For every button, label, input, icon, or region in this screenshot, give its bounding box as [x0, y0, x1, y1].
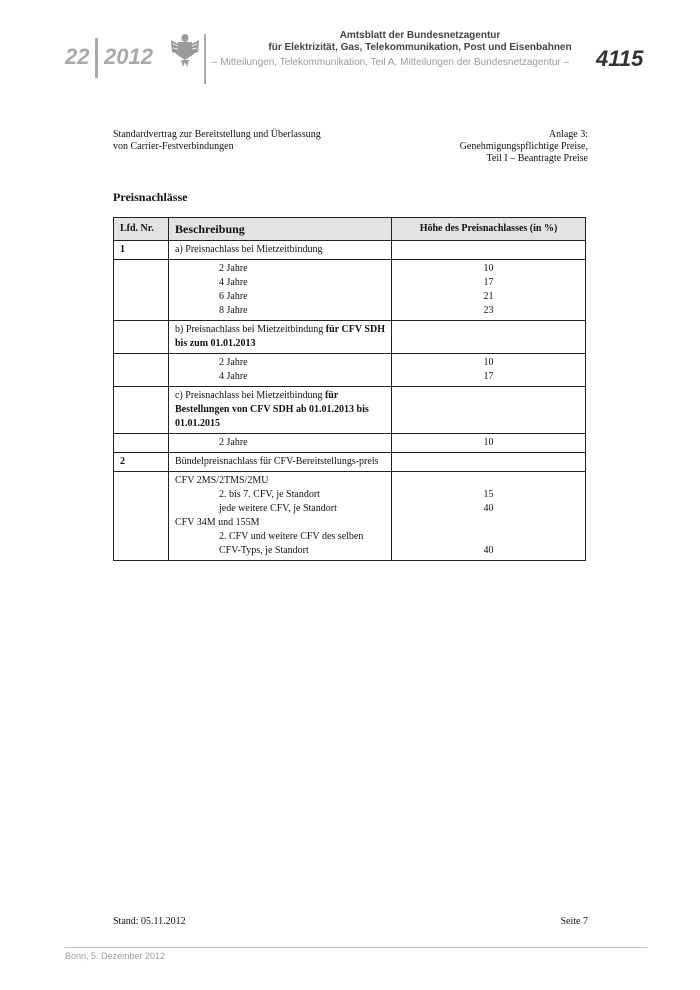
- annex-title: [380, 129, 588, 165]
- term: 2 Jahre: [219, 437, 248, 448]
- annex-page-number: Seite 7: [560, 916, 588, 927]
- federal-eagle-icon: [170, 32, 200, 68]
- issue-year: 2012: [104, 44, 153, 69]
- label-plain: b) Preisnachlass bei Mietzeitbindung: [175, 324, 326, 335]
- group-title: CFV 2MS/2TMS/2MU: [175, 475, 269, 486]
- term: jede weitere CFV, je Standort: [219, 503, 337, 514]
- header-nr: Lfd. Nr.: [114, 218, 169, 241]
- publication-title-line1: Amtsblatt der Bundesnetzagentur: [339, 30, 501, 41]
- value-list: [392, 260, 586, 321]
- term: 6 Jahre: [219, 291, 248, 302]
- table-row: [114, 472, 586, 561]
- section-title: Preisnachlässe: [113, 190, 188, 204]
- term: 2. bis 7. CFV, je Standort: [219, 489, 320, 500]
- term: 2. CFV und weitere CFV des selben: [219, 531, 364, 542]
- value-list: [392, 434, 586, 453]
- value-list: [392, 472, 586, 561]
- term: 2 Jahre: [219, 357, 248, 368]
- table-row: [114, 354, 586, 387]
- value-list: [392, 354, 586, 387]
- discount-table: [113, 217, 586, 561]
- publication-title: [210, 30, 630, 54]
- discount-value: 40: [483, 503, 494, 514]
- table-header-row: [114, 218, 586, 241]
- label-plain: c) Preisnachlass bei Mietzeitbindung: [175, 390, 325, 401]
- footer-divider: [65, 947, 647, 948]
- discount-value: 23: [483, 305, 494, 316]
- discount-value: 10: [483, 357, 494, 368]
- contract-title: [113, 129, 321, 153]
- header-divider: [204, 34, 206, 84]
- annex-title-line3: Teil I – Beantragte Preise: [486, 153, 588, 164]
- publication-subtitle: – Mitteilungen, Telekommunikation, Teil A, Mitteilungen der Bundesnetzagentur –: [212, 57, 570, 68]
- term: CFV-Typs, je Standort: [219, 545, 309, 556]
- annex-title-line2: Genehmigungspflichtige Preise,: [459, 141, 588, 152]
- label-bold: für Bestellungen von CFV SDH ab 01.01.2013 bis 01.01.2015: [175, 390, 369, 429]
- annex-title-line1: Anlage 3:: [548, 129, 588, 140]
- term: 2 Jahre: [219, 263, 248, 274]
- row-description: [169, 387, 392, 434]
- table-row: [114, 453, 586, 472]
- table-row: [114, 241, 586, 260]
- discount-value: 17: [483, 277, 494, 288]
- term-list: [169, 260, 392, 321]
- row-description: a) Preisnachlass bei Mietzeitbindung: [169, 241, 392, 260]
- label-bold: für CFV SDH bis zum 01.01.2013: [175, 324, 385, 349]
- term: 4 Jahre: [219, 277, 248, 288]
- discount-value: 21: [483, 291, 494, 302]
- term: 4 Jahre: [219, 371, 248, 382]
- discount-value: 40: [483, 545, 494, 556]
- header-description: Beschreibung: [169, 218, 392, 241]
- header-amount: Höhe des Preisnachlasses (in %): [392, 218, 586, 241]
- publication-date: Bonn, 5. Dezember 2012: [65, 951, 166, 961]
- document-version: Stand: 05.11.2012: [113, 916, 186, 927]
- issue-divider: [95, 38, 98, 78]
- discount-value: 10: [483, 437, 494, 448]
- row-number: 2: [114, 453, 169, 472]
- discount-value: 15: [483, 489, 494, 500]
- table-row: [114, 434, 586, 453]
- table-row: [114, 260, 586, 321]
- term-list: [169, 434, 392, 453]
- issue-number: 22: [65, 44, 90, 69]
- table-row: [114, 387, 586, 434]
- contract-title-line2: von Carrier-Festverbindungen: [113, 141, 234, 152]
- row-description: Bündelpreisnachlass für CFV-Bereitstellungs-preis: [169, 453, 392, 472]
- contract-title-line1: Standardvertrag zur Bereitstellung und Überlassung: [113, 129, 321, 140]
- row-number: 1: [114, 241, 169, 260]
- row-description: [169, 321, 392, 354]
- group-title: CFV 34M und 155M: [175, 517, 260, 528]
- publication-title-line2: für Elektrizität, Gas, Telekommunikation, Post und Eisenbahnen: [268, 42, 572, 53]
- term-list: [169, 472, 392, 561]
- term-list: [169, 354, 392, 387]
- term: 8 Jahre: [219, 305, 248, 316]
- table-row: [114, 321, 586, 354]
- page-number: 4115: [596, 46, 644, 71]
- discount-value: 17: [483, 371, 494, 382]
- discount-value: 10: [483, 263, 494, 274]
